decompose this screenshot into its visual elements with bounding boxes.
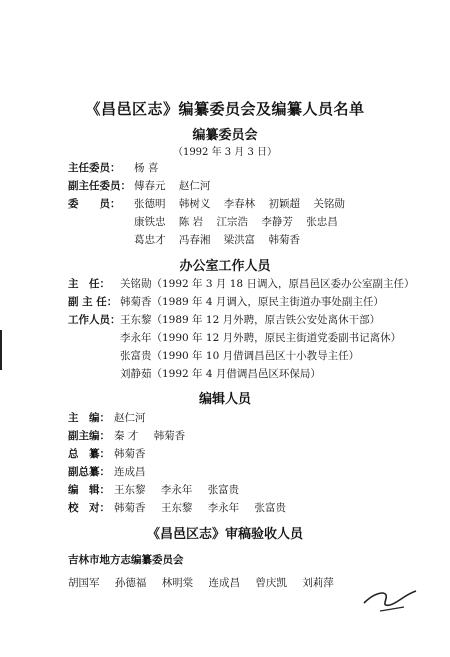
editor-name: 赵仁河: [114, 412, 146, 424]
member-name: 关铭勋: [313, 198, 345, 210]
editor-role-names: [114, 482, 251, 497]
member-name: 陈 岩: [178, 216, 204, 228]
editor-name: 韩菊香: [153, 430, 186, 442]
editor-role-names: [114, 410, 158, 425]
office-vice: 韩菊香（1989 年 4 月调入，原民主街道办事处副主任）: [120, 296, 384, 308]
editor-role-names: [114, 446, 158, 461]
member-name: 韩菊香: [268, 234, 301, 246]
editor-name: 李永年: [207, 502, 240, 514]
editor-role-label: 编 辑：: [68, 484, 110, 496]
office-director-label: 主 任：: [68, 278, 110, 290]
office-heading: 办公室工作人员: [179, 259, 271, 274]
office-staff: 张富贵（1990 年 10 月借调昌邑区十小教导主任）: [120, 350, 360, 362]
editor-role-names: [114, 428, 197, 443]
editor-role-names: [114, 464, 158, 479]
editor-role-label: 副总纂：: [68, 466, 110, 478]
members-line-2: [134, 214, 348, 229]
review-heading: 《昌邑区志》审稿验收人员: [146, 527, 303, 542]
reviewer-name: 连成昌: [208, 577, 241, 589]
members-line-1: [134, 196, 355, 211]
members-label: 委 员：: [68, 198, 121, 210]
editor-name: 韩菊香: [114, 448, 146, 460]
editor-name: 连成昌: [114, 466, 146, 478]
member-name: 李春林: [223, 198, 256, 210]
editor-role-names: [114, 500, 298, 515]
member-name: 江宗浩: [216, 216, 249, 228]
members-line-3: [134, 232, 310, 247]
office-director: 关铭勋（1992 年 3 月 18 日调入，原昌邑区委办公室副主任）: [120, 278, 415, 290]
member-name: 张忠昌: [306, 216, 338, 228]
page-title: 《昌邑区志》编纂委员会及编纂人员名单: [85, 100, 365, 118]
editor-role-label: 副主编：: [68, 430, 110, 442]
editor-role-label: 总 纂：: [68, 448, 110, 460]
office-staff-label: 工作人员：: [68, 314, 121, 326]
editor-role-label: 校 对：: [68, 502, 110, 514]
member-name: 韩树义: [178, 198, 211, 210]
review-organization: 吉林市地方志编纂委员会: [68, 554, 184, 566]
pen-scribble-icon: [360, 585, 420, 615]
member-name: 葛忠才: [134, 234, 166, 246]
committee-date: （1992 年 3 月 3 日）: [172, 147, 278, 158]
editor-name: 王东黎: [114, 484, 146, 496]
vice-director-names: [134, 178, 220, 193]
office-staff: 王东黎（1989 年 12 月外聘，原吉铁公安处离休干部）: [120, 314, 381, 326]
director-label: 主任委员：: [68, 162, 121, 174]
editors-heading: 编辑人员: [198, 392, 251, 407]
reviewer-name: 刘莉萍: [302, 577, 334, 589]
reviewer-name: 曾庆凯: [255, 577, 287, 589]
office-staff: 刘静茹（1992 年 4 月借调昌邑区环保局）: [120, 368, 321, 380]
editor-name: 王东黎: [160, 502, 193, 514]
editor-name: 张富贵: [207, 484, 240, 496]
member-name: 李静芳: [261, 216, 293, 228]
review-names: [68, 575, 346, 590]
editor-name: 李永年: [160, 484, 193, 496]
member-name: 康铁忠: [134, 216, 166, 228]
reviewer-name: 胡国军: [68, 577, 100, 589]
member-name: 冯春湘: [178, 234, 211, 246]
office-staff: 李永年（1990 年 12 月外聘，原民主街道党委副书记离休）: [120, 332, 402, 344]
committee-heading: 编纂委员会: [192, 128, 258, 143]
editor-name: 张富贵: [254, 502, 287, 514]
member-name: 张德明: [134, 198, 166, 210]
reviewer-name: 孙德福: [114, 577, 147, 589]
director-name: 杨 喜: [134, 162, 159, 174]
editor-role-label: 主 编：: [68, 412, 110, 424]
vice-director-label: 副主任委员：: [68, 180, 131, 192]
member-name: 梁洪富: [223, 234, 256, 246]
member-name: 初颖超: [268, 198, 301, 210]
vice-director-name: 赵仁河: [178, 180, 211, 192]
vice-director-name: 傅春元: [134, 180, 166, 192]
editor-name: 秦 才: [114, 430, 139, 442]
office-vice-label: 副 主 任：: [68, 296, 118, 308]
scan-mark: [0, 330, 2, 370]
reviewer-name: 林明棠: [161, 577, 194, 589]
editor-name: 韩菊香: [114, 502, 146, 514]
